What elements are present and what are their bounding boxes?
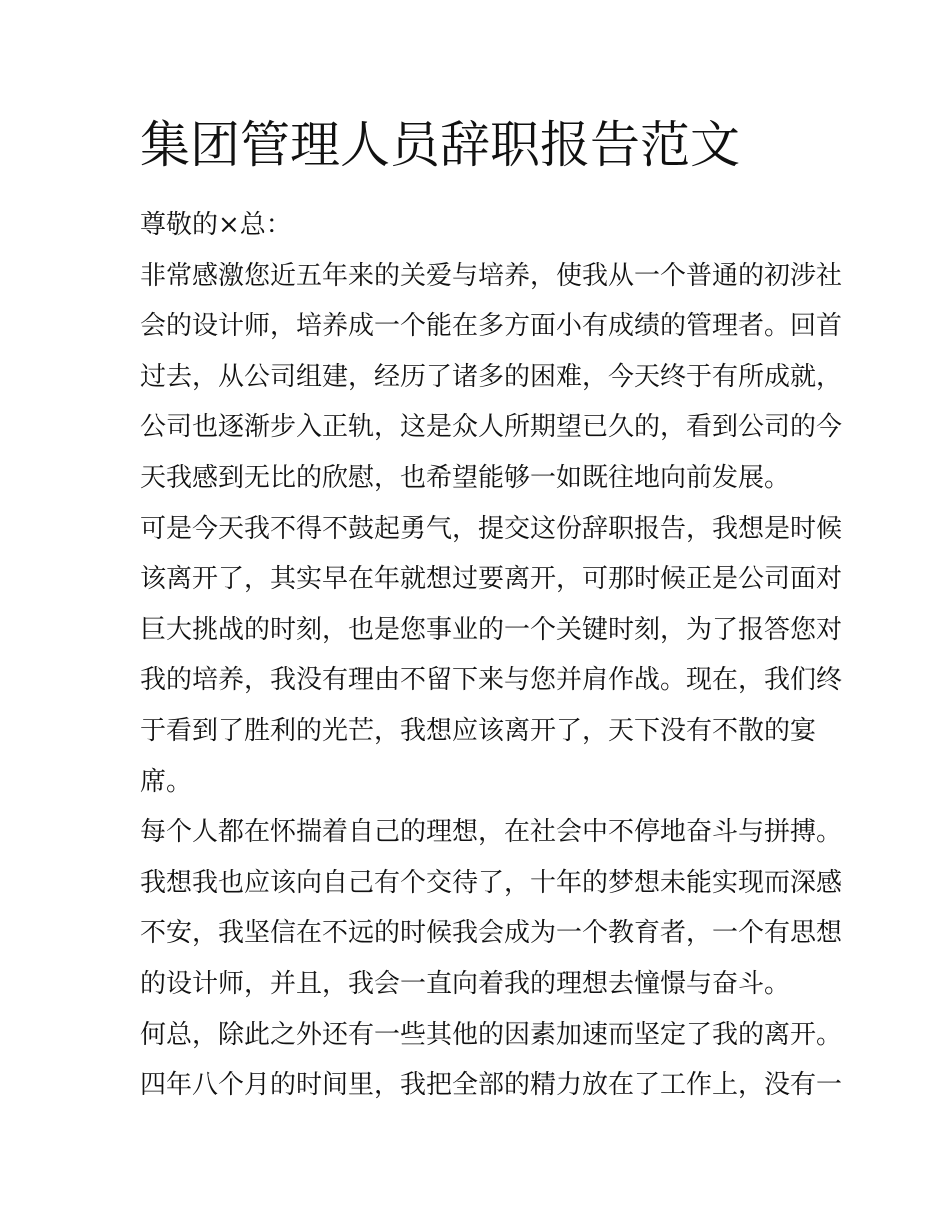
salutation: 尊敬的×总： — [140, 210, 292, 240]
text-line: 席。 — [140, 766, 193, 797]
text-line: 的设计师，并且，我会一直向着我的理想去憧憬与奋斗。 — [140, 968, 791, 999]
text-line: 非常感激您近五年来的关爱与培养，使我从一个普通的初涉社 — [140, 260, 843, 291]
text-line: 何总，除此之外还有一些其他的因素加速而坚定了我的离开。 — [140, 1019, 843, 1050]
text-line: 会的设计师，培养成一个能在多方面小有成绩的管理者。回首 — [140, 311, 843, 342]
text-line: 我想我也应该向自己有个交待了，十年的梦想未能实现而深感 — [140, 867, 843, 898]
text-line: 不安，我坚信在不远的时候我会成为一个教育者，一个有思想 — [140, 918, 843, 949]
text-line: 过去，从公司组建，经历了诸多的困难，今天终于有所成就， — [140, 361, 843, 392]
text-line: 该离开了，其实早在年就想过要离开，可那时候正是公司面对 — [140, 564, 843, 595]
text-line: 四年八个月的时间里，我把全部的精力放在了工作上，没有一 — [140, 1070, 843, 1101]
text-line: 每个人都在怀揣着自己的理想，在社会中不停地奋斗与拼搏。 — [140, 817, 843, 848]
text-line: 巨大挑战的时刻，也是您事业的一个关键时刻，为了报答您对 — [140, 614, 843, 645]
text-line: 公司也逐渐步入正轨，这是众人所期望已久的，看到公司的今 — [140, 412, 843, 443]
text-line: 于看到了胜利的光芒，我想应该离开了，天下没有不散的宴 — [140, 715, 817, 746]
text-line: 我的培养，我没有理由不留下来与您并肩作战。现在，我们终 — [140, 665, 843, 696]
text-line: 天我感到无比的欣慰，也希望能够一如既往地向前发展。 — [140, 462, 791, 493]
document-title: 集团管理人员辞职报告范文 — [140, 116, 740, 174]
text-line: 可是今天我不得不鼓起勇气，提交这份辞职报告，我想是时候 — [140, 513, 843, 544]
document-body — [140, 205, 843, 1116]
